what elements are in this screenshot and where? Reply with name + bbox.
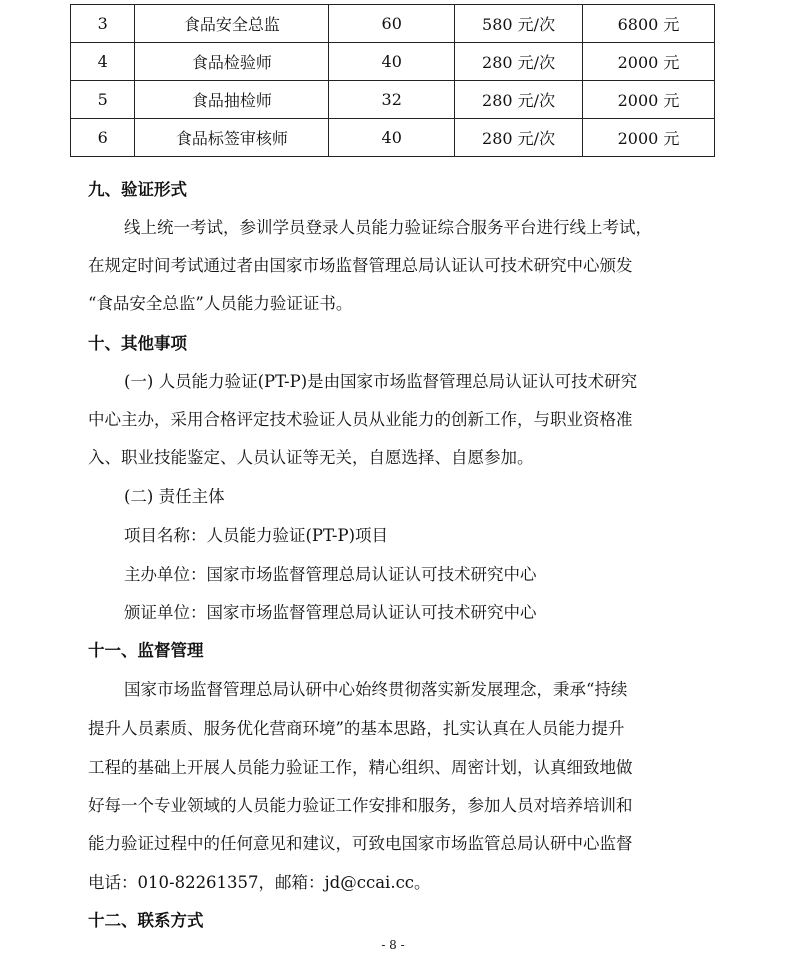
section-10-item2: (二) 责任主体 (124, 487, 225, 506)
course-hours: 40 (329, 43, 455, 81)
row-number: 4 (71, 43, 135, 81)
host-unit: 主办单位：国家市场监督管理总局认证认可技术研究中心 (124, 565, 537, 584)
total-fee: 2000 元 (583, 43, 715, 81)
section-9-line: 在规定时间考试通过者由国家市场监督管理总局认证认可技术研究中心颁发 (88, 256, 633, 275)
row-number: 3 (71, 5, 135, 43)
unit-price: 280 元/次 (455, 81, 583, 119)
course-name: 食品检验师 (135, 43, 329, 81)
section-12-heading: 十二、联系方式 (88, 911, 204, 930)
row-number: 6 (71, 119, 135, 157)
section-10-item1-line: 入、职业技能鉴定、人员认证等无关，自愿选择、自愿参加。 (88, 448, 534, 467)
table-row (71, 5, 715, 43)
page-number: - 8 - (381, 938, 405, 952)
section-9-line: “食品安全总监”人员能力验证证书。 (88, 294, 353, 313)
section-11-line: 提升人员素质、服务优化营商环境”的基本思路，扎实认真在人员能力提升 (88, 719, 625, 738)
section-11-line: 好每一个专业领域的人员能力验证工作安排和服务，参加人员对培养培训和 (88, 796, 633, 815)
unit-price: 580 元/次 (455, 5, 583, 43)
table-row (71, 81, 715, 119)
total-fee: 2000 元 (583, 81, 715, 119)
table-row (71, 119, 715, 157)
table-row (71, 43, 715, 81)
course-name: 食品抽检师 (135, 81, 329, 119)
course-name: 食品标签审核师 (135, 119, 329, 157)
issuing-unit: 颁证单位：国家市场监督管理总局认证认可技术研究中心 (124, 603, 537, 622)
section-11-line: 能力验证过程中的任何意见和建议，可致电国家市场监管总局认研中心监督 (88, 834, 633, 853)
section-11-line: 国家市场监督管理总局认研中心始终贯彻落实新发展理念，秉承“持续 (124, 680, 628, 699)
section-10-item1-line: 中心主办，采用合格评定技术验证人员从业能力的创新工作，与职业资格准 (88, 410, 633, 429)
course-name: 食品安全总监 (135, 5, 329, 43)
section-10-heading: 十、其他事项 (88, 334, 187, 353)
section-10-item1-line: (一) 人员能力验证(PT-P)是由国家市场监督管理总局认证认可技术研究 (124, 372, 638, 391)
project-name: 项目名称：人员能力验证(PT-P)项目 (124, 526, 389, 545)
fee-table (70, 4, 715, 157)
course-hours: 40 (329, 119, 455, 157)
unit-price: 280 元/次 (455, 43, 583, 81)
total-fee: 2000 元 (583, 119, 715, 157)
section-11-line: 工程的基础上开展人员能力验证工作，精心组织、周密计划，认真细致地做 (88, 758, 633, 777)
course-hours: 32 (329, 81, 455, 119)
course-hours: 60 (329, 5, 455, 43)
unit-price: 280 元/次 (455, 119, 583, 157)
contact-info-line: 电话：010-82261357，邮箱：jd@ccai.cc。 (88, 873, 431, 892)
section-9-line: 线上统一考试，参训学员登录人员能力验证综合服务平台进行线上考试， (124, 218, 652, 237)
section-9-heading: 九、验证形式 (88, 180, 187, 199)
total-fee: 6800 元 (583, 5, 715, 43)
section-11-heading: 十一、监督管理 (88, 641, 204, 660)
row-number: 5 (71, 81, 135, 119)
